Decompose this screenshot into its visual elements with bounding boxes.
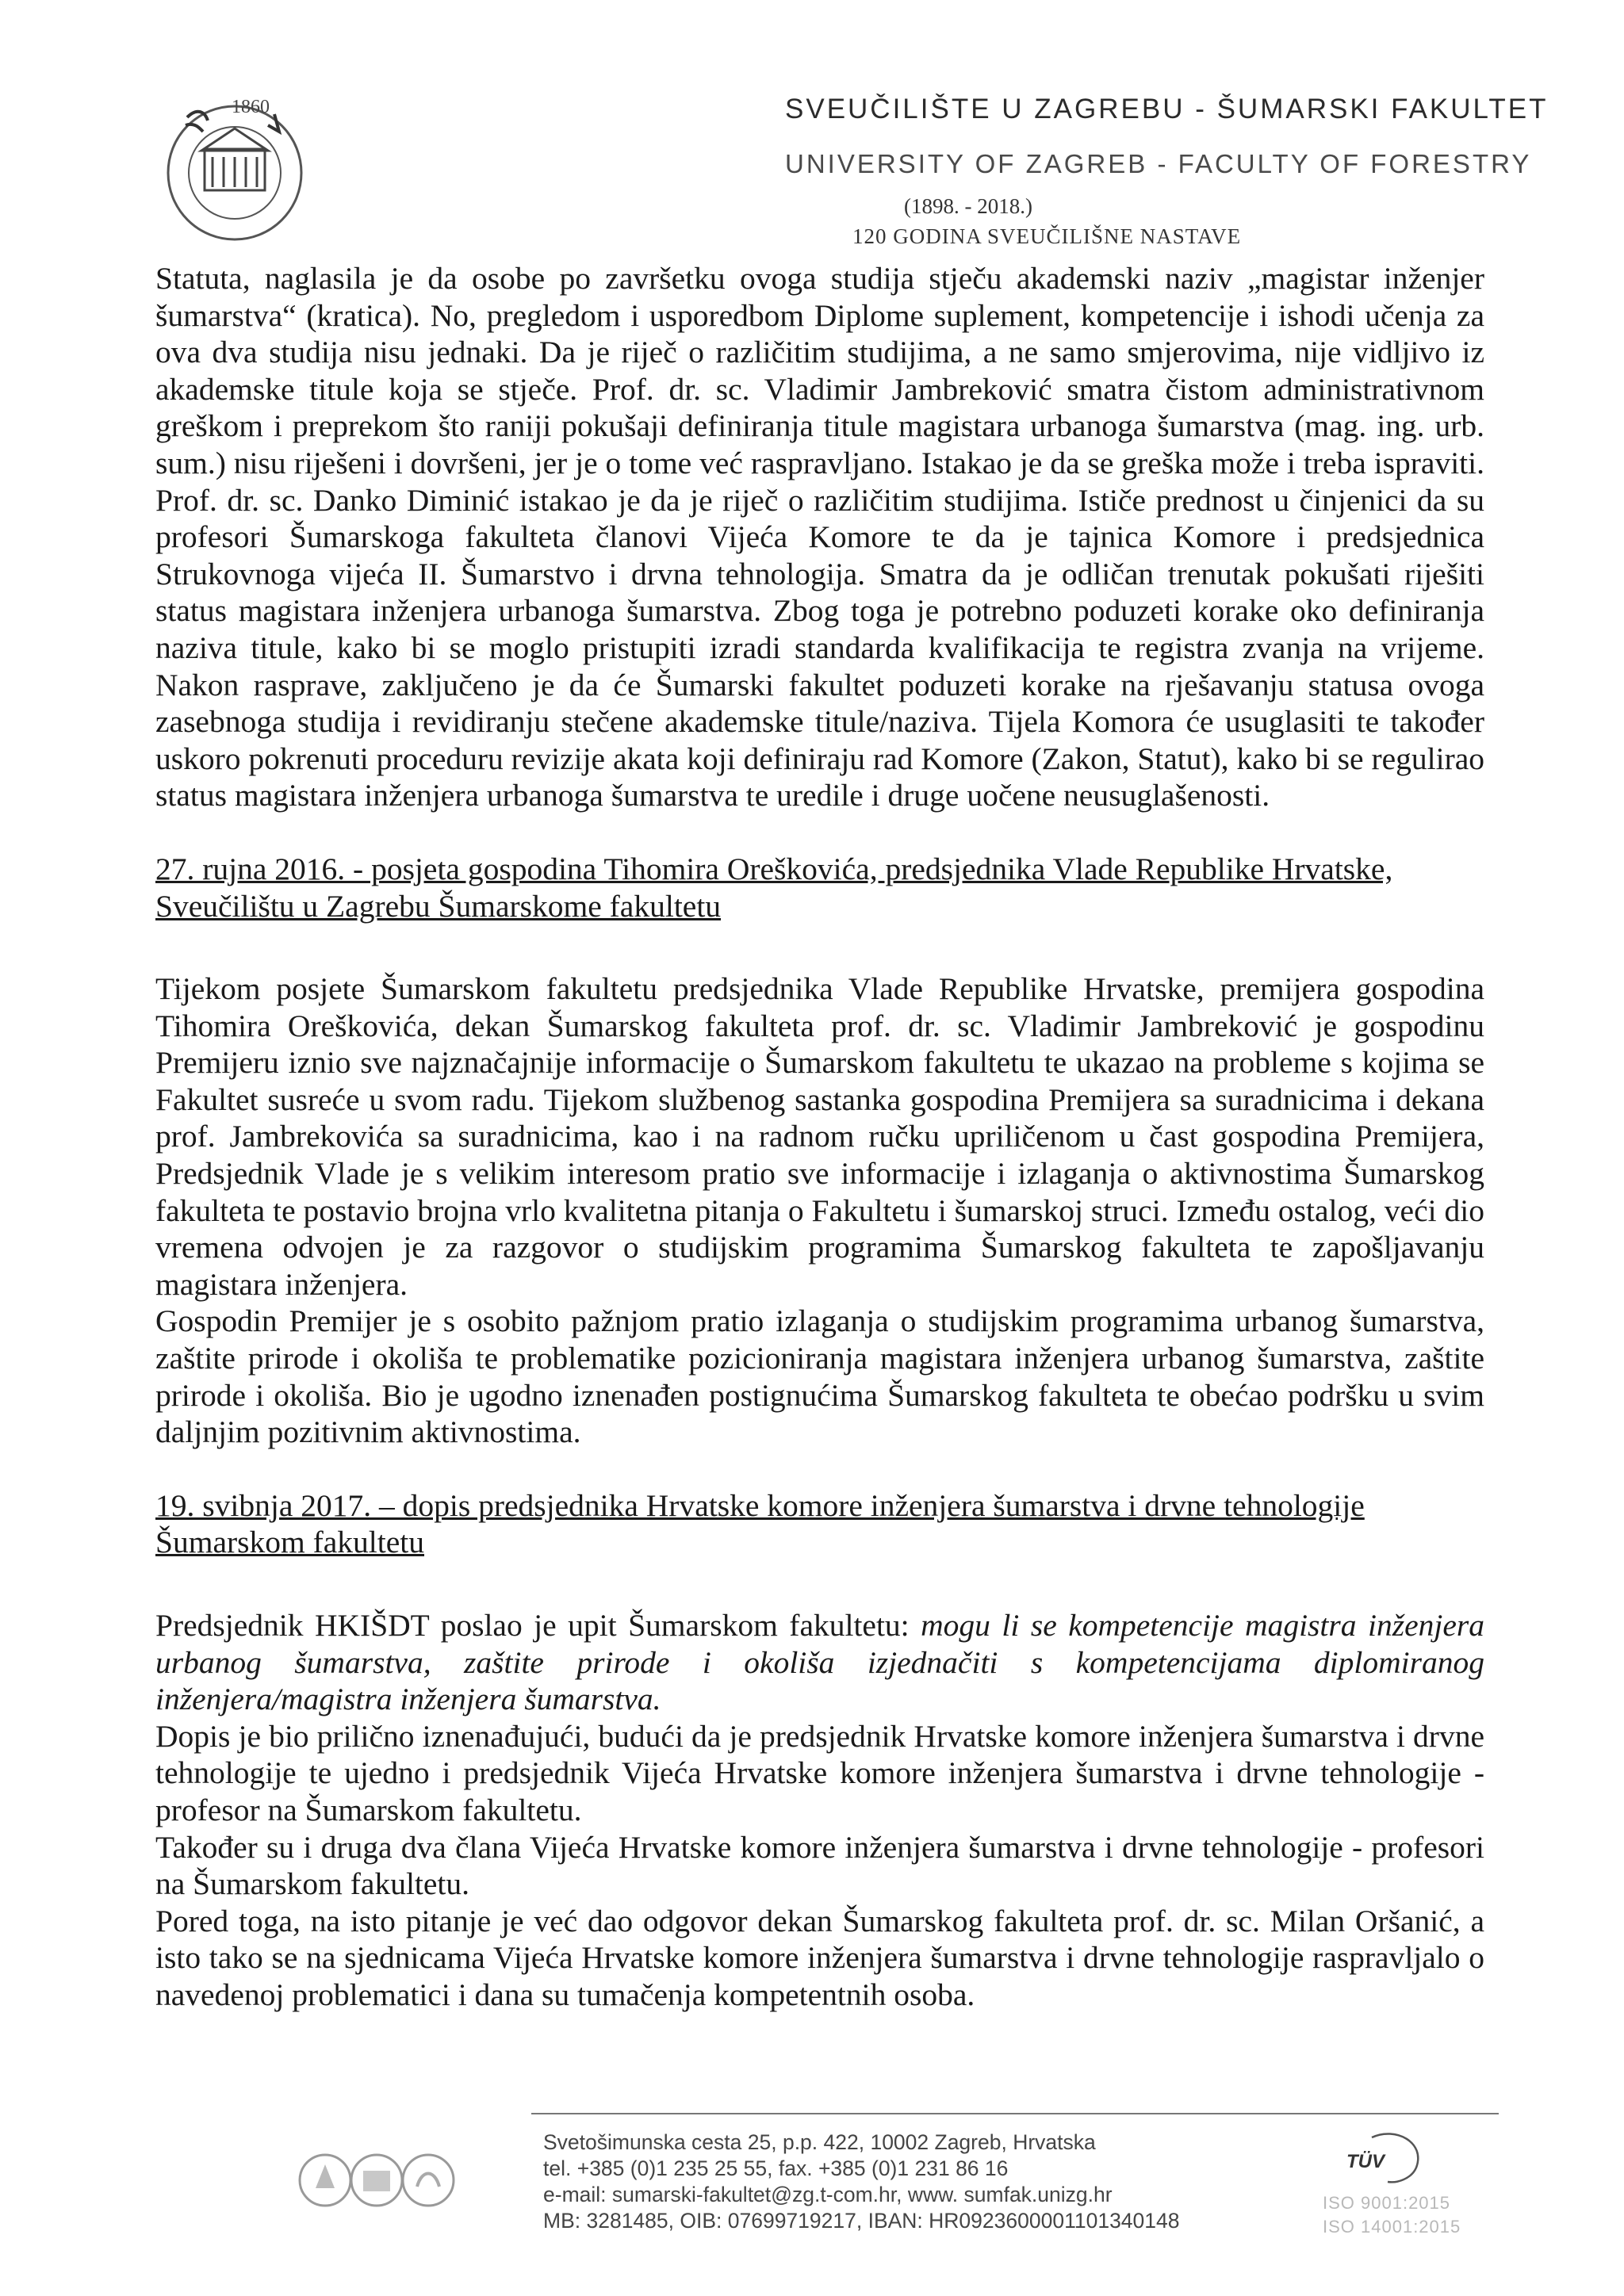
section3-lead: Predsjednik HKIŠDT poslao je upit Šumarskom fakultetu: [155, 1608, 921, 1643]
section2-paragraph-1: Tijekom posjete Šumarskom fakultetu predsjednika Vlade Republike Hrvatske, premijera gospodina Tihomira Oreškovića, dekan Šumarskog fakulteta prof. dr. sc. Vladimir Jambreković je gospodinu Premijeru iznio sve najznačajnije informacije o Šumarskom fakultetu te ukazao na probleme s kojima se Fakultet susreće u svom radu. Tijekom službenog sastanka gospodina Premijera sa suradnicima i dekana prof. Jambrekovića sa suradnicima, kao i na radnom ručku upriličenom u čast gospodina Premijera, Predsjednik Vlade je s velikim interesom pratio sve informacije i izlaganja o aktivnostima Šumarskog fakulteta te postavio brojna vrlo kvalitetna pitanja o Fakultetu i šumarskoj struci. Između ostalog, veći dio vremena odvojen je za razgovor o studijskim programima Šumarskog fakulteta te zapošljavanju magistara inženjera. [155, 971, 1484, 1302]
footer-contact [543, 2130, 1180, 2234]
section1-paragraph: Statuta, naglasila je da osobe po završetku ovoga studija stječu akademski naziv „magistar inženjer šumarstva“ (kratica). No, pregledom i usporedbom Diplome suplement, kompetencije i ishodi učenja za ova dva studija nisu jednaki. Da je riječ o različitim studijima, a ne samo smjerovima, nije vidljivo iz akademske titule koja se stječe. Prof. dr. sc. Vladimir Jambreković smatra čistom administrativnom greškom i preprekom što raniji pokušaji definiranja titule magistara urbanoga šumarstva (mag. ing. urb. sum.) nisu riješeni i dovršeni, jer je o tome već raspravljano. Istakao je da se greška može i treba ispraviti. Prof. dr. sc. Danko Diminić istakao je da je riječ o različitim studijima. Ističe prednost u činjenici da su profesori Šumarskoga fakulteta članovi Vijeća Komore te da je tajnica Komore i predsjednica Strukovnoga vijeća II. Šumarstvo i drvna tehnologija. Smatra da je odličan trenutak pokušati riješiti status magistara inženjera urbanoga šumarstva. Zbog toga je potrebno poduzeti korake oko definiranja naziva titule, kako bi se moglo pristupiti izradi standarda kvalifikacija te registra zvanja na vrijeme. Nakon rasprave, zaključeno je da će Šumarski fakultet poduzeti korake na rješavanju statusa ovoga zasebnoga studija i revidiranju stečene akademske titule/naziva. Tijela Komora će usuglasiti te također uskoro pokrenuti proceduru revizije akata koji definiraju rad Komore (Zakon, Statut), kako bi se regulirao status magistara inženjera urbanoga šumarstva te uredile i druge uočene neusuglašenosti. [155, 261, 1485, 813]
university-name-hr: SVEUČILIŠTE U ZAGREBU - ŠUMARSKI FAKULTET [785, 94, 1549, 124]
footer-ids: MB: 3281485, OIB: 07699719217, IBAN: HR0923600001101340148 [543, 2209, 1180, 2233]
footer-address: Svetošimunska cesta 25, p.p. 422, 10002 Zagreb, Hrvatska [543, 2130, 1096, 2154]
iso-certifications [1323, 2191, 1461, 2239]
section3-paragraph-1 [155, 1607, 1484, 1718]
section3-heading: 19. svibnja 2017. – dopis predsjednika Hrvatske komore inženjera šumarstva i drvne tehnologije Šumarskom fakultetu [155, 1487, 1365, 1560]
svg-text:1860: 1860 [232, 97, 270, 117]
footer-divider [531, 2113, 1499, 2114]
section3-question: mogu li se kompetencije magistra inženjera urbanog šumarstva, zaštite prirode i okoliša izjednačiti s kompetencijama diplomiranog inženjera/magistra inženjera šumarstva. [155, 1608, 1484, 1717]
section3-paragraph-3: Također su i druga dva člana Vijeća Hrvatske komore inženjera šumarstva i drvne tehnologije - profesori na Šumarskom fakultetu. [155, 1829, 1484, 1902]
faculty-seal-logo [155, 94, 314, 252]
footer-emblems [293, 2141, 460, 2220]
anniversary-years: (1898. - 2018.) [904, 194, 1032, 218]
iso-9001: ISO 9001:2015 [1323, 2193, 1451, 2213]
iso-14001: ISO 14001:2015 [1323, 2217, 1461, 2237]
university-name-en: UNIVERSITY OF ZAGREB - FACULTY OF FORESTRY [785, 149, 1532, 178]
tuv-text: TÜV [1346, 2151, 1385, 2172]
section2-heading: 27. rujna 2016. - posjeta gospodina Tihomira Oreškovića, predsjednika Vlade Republike Hrvatske, Sveučilištu u Zagrebu Šumarskome fakultetu [155, 851, 1393, 924]
section2-paragraph-2: Gospodin Premijer je s osobito pažnjom pratio izlaganja o studijskim programima urbanog šumarstva, zaštite prirode i okoliša te problematike pozicioniranja magistara inženjera urbanog šumarstva, zaštite prirode i okoliša. Bio je ugodno iznenađen postignućima Šumarskog fakulteta te obećao podršku u svim daljnjim pozitivnim aktivnostima. [155, 1303, 1484, 1450]
section3-paragraph-2: Dopis je bio prilično iznenađujući, budući da je predsjednik Hrvatske komore inženjera šumarstva i drvne tehnologije te ujedno i predsjednik Vijeća Hrvatske komore inženjera šumarstva i drvne tehnologije - profesor na Šumarskom fakultetu. [155, 1718, 1484, 1827]
footer-phone: tel. +385 (0)1 235 25 55, fax. +385 (0)1 231 86 16 [543, 2156, 1009, 2180]
section3-paragraph-4: Pored toga, na isto pitanje je već dao odgovor dekan Šumarskog fakulteta prof. dr. sc. Milan Oršanić, a isto tako se na sjednicama Vijeća Hrvatske komore inženjera šumarstva i drvne tehnologije raspravljalo o navedenoj problematici i dana su tumačenja kompetentnih osoba. [155, 1903, 1484, 2012]
anniversary-title: 120 GODINA SVEUČILIŠNE NASTAVE [852, 224, 1242, 248]
footer-web: e-mail: sumarski-fakultet@zg.t-com.hr, www. sumfak.unizg.hr [543, 2183, 1113, 2206]
document-body [155, 260, 1484, 2014]
tuv-certification-logo [1340, 2131, 1427, 2187]
